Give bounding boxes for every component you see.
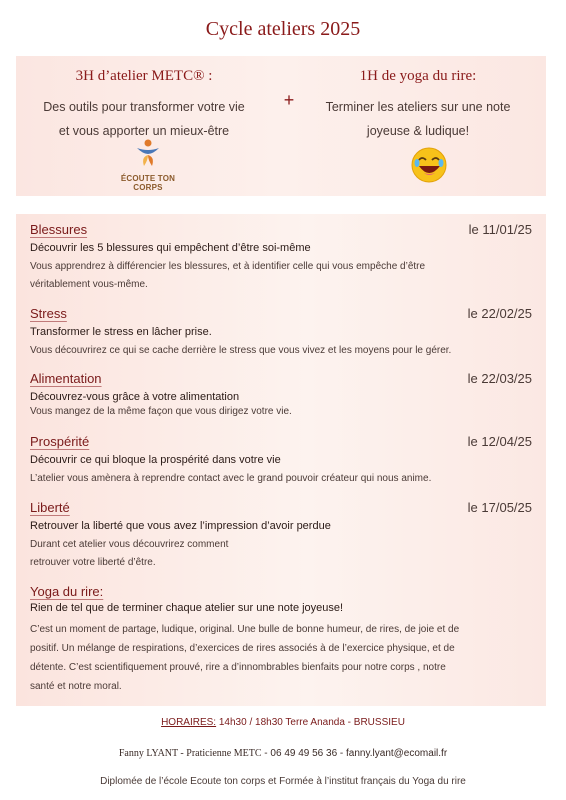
session-description xyxy=(30,403,532,421)
atelier-line-2: et vous apporter un mieux-être xyxy=(58,124,230,138)
session-name: Alimentation xyxy=(30,371,102,386)
description-line: positif. Un mélange de respirations, d’exercices de rires associés à de l’exercice physique, et de xyxy=(30,643,455,654)
description-line: véritablement vous-même. xyxy=(30,279,148,290)
description-line: détente. C’est scientifiquement prouvé, rire a d’innombrables bienfaits pour notre corps , notre xyxy=(30,662,446,673)
hours-value: 14h30 / 18h30 Terre Ananda - BRUSSIEU xyxy=(216,717,405,728)
hours-label: HORAIRES: xyxy=(161,717,217,728)
yoga-subtitle: Rien de tel que de terminer chaque atelier sur une note joyeuse! xyxy=(30,602,344,614)
session-date: le 17/05/25 xyxy=(467,500,532,515)
session-prosperite xyxy=(30,434,532,488)
atelier-line-1: Des outils pour transformer votre vie xyxy=(43,100,245,114)
session-date: le 11/01/25 xyxy=(468,222,532,237)
session-blessures xyxy=(30,222,532,294)
yoga-section xyxy=(30,584,532,696)
figure-logo-icon xyxy=(133,138,163,168)
yoga-description xyxy=(30,620,532,696)
yoga-heading: 1H de yoga du rire: xyxy=(359,68,477,84)
yoga-line-2: joyeuse & ludique! xyxy=(366,124,470,138)
description-line: Vous découvrirez ce qui se cache derrière le stress que vous vivez et les moyens pour le gérer. xyxy=(30,345,452,356)
description-line: Vous mangez de la même façon que vous dirigez votre vie. xyxy=(30,406,292,417)
contact-line xyxy=(0,748,566,759)
session-subtitle: Découvrir ce qui bloque la prospérité dans votre vie xyxy=(30,454,281,466)
description-line: Durant cet atelier vous découvrirez comment xyxy=(30,539,229,550)
contact-details: - 06 49 49 56 36 - fanny.lyant@ecomail.fr xyxy=(261,748,448,759)
laughing-emoji-icon xyxy=(410,146,448,189)
yoga-line-1: Terminer les ateliers sur une note xyxy=(325,100,511,114)
atelier-heading: 3H d’atelier METC® : xyxy=(75,68,213,84)
description-line: L’atelier vous amènera à reprendre contact avec le grand pouvoir créateur qui nous anime. xyxy=(30,473,432,484)
session-description xyxy=(30,470,532,488)
contact-name: Fanny LYANT - Praticienne METC xyxy=(118,748,262,759)
session-name: Stress xyxy=(30,306,67,321)
description-line: Vous apprendrez à différencier les blessures, et à identifier celle qui vous empêche d’être xyxy=(30,261,426,272)
plus-sign: + xyxy=(283,90,295,110)
intro-right-column xyxy=(298,68,538,143)
logo-text: ÉCOUTE TON CORPS xyxy=(120,174,176,192)
intro-left-column xyxy=(24,68,264,143)
sessions-panel xyxy=(16,214,546,706)
hours-line xyxy=(0,717,566,728)
session-date: le 22/02/25 xyxy=(467,306,532,321)
description-line: santé et notre moral. xyxy=(30,681,122,692)
intro-panel xyxy=(16,56,546,196)
session-description xyxy=(30,342,532,360)
session-subtitle: Transformer le stress en lâcher prise. xyxy=(30,326,212,338)
session-liberte xyxy=(30,500,532,572)
session-name: Blessures xyxy=(30,222,88,237)
session-date: le 12/04/25 xyxy=(467,434,532,449)
description-line: C’est un moment de partage, ludique, original. Une bulle de bonne humeur, de rires, de joie et de xyxy=(30,624,460,635)
session-alimentation xyxy=(30,371,532,421)
session-subtitle: Découvrez-vous grâce à votre alimentation xyxy=(30,391,240,403)
session-subtitle: Retrouver la liberté que vous avez l’impression d’avoir perdue xyxy=(30,520,331,532)
session-date: le 22/03/25 xyxy=(467,371,532,386)
session-subtitle: Découvrir les 5 blessures qui empêchent d’être soi-même xyxy=(30,242,311,254)
session-name: Liberté xyxy=(30,500,70,515)
page-title: Cycle ateliers 2025 xyxy=(205,18,361,40)
session-name: Prospérité xyxy=(30,434,90,449)
session-description xyxy=(30,258,532,294)
yoga-title: Yoga du rire: xyxy=(30,584,104,599)
session-stress xyxy=(30,306,532,360)
ecoute-ton-corps-logo xyxy=(108,138,188,192)
session-description xyxy=(30,536,532,572)
diploma-line: Diplomée de l’école Ecoute ton corps et Formée à l’institut français du Yoga du rire xyxy=(100,776,466,787)
description-line: retrouver votre liberté d’être. xyxy=(30,557,156,568)
